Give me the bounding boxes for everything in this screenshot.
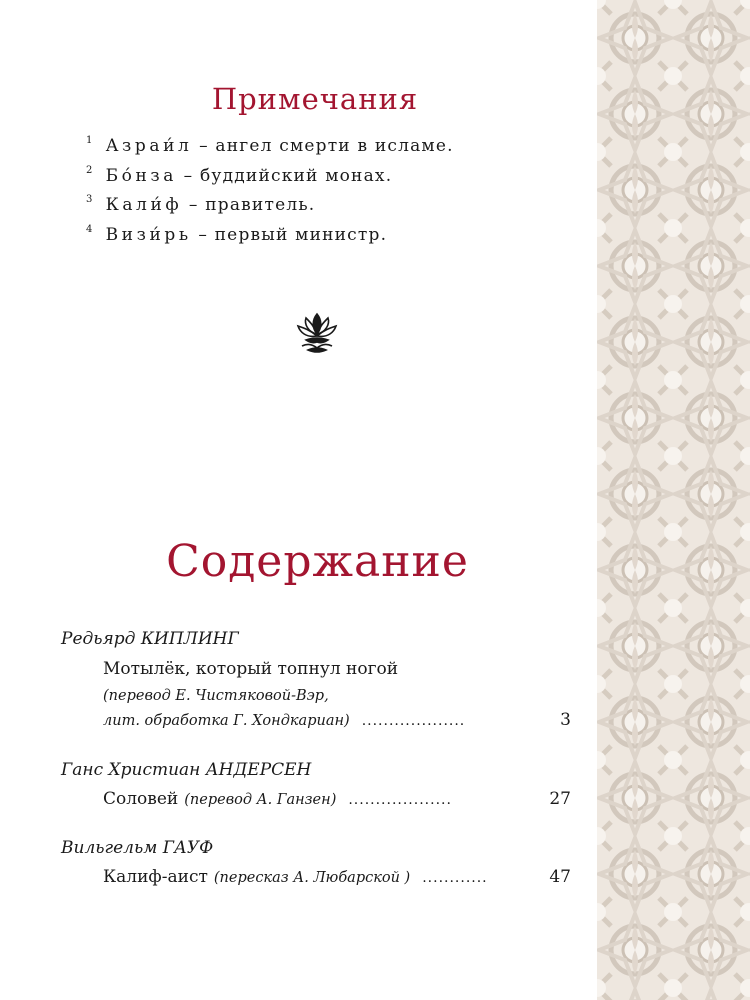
toc-story-title: Калиф-аист <box>103 867 208 887</box>
toc-leader-dots: ............ <box>422 870 488 886</box>
note-definition: – правитель. <box>188 195 316 215</box>
note-number: 3 <box>86 194 94 205</box>
lotus-flower-icon <box>294 310 340 356</box>
toc-credit: (перевод Е. Чистяковой-Вэр, <box>103 688 329 704</box>
toc-story-title[interactable]: Мотылёк, который топнул ногой <box>103 659 399 679</box>
note-item <box>86 194 454 224</box>
toc-author: Вильгельм ГАУФ <box>61 838 214 858</box>
toc-leader-dots: ................... <box>361 713 466 729</box>
notes-heading: Примечания <box>211 82 419 116</box>
arabesque-ornament-panel <box>597 0 750 1000</box>
toc-page-number: 27 <box>549 789 571 809</box>
note-term: Бо́нза <box>105 165 178 186</box>
toc-author: Ганс Христиан АНДЕРСЕН <box>61 760 312 780</box>
note-term: Кали́ф <box>105 195 183 215</box>
note-definition: – ангел смерти в исламе. <box>199 136 454 156</box>
toc-entry-row[interactable] <box>103 710 571 730</box>
notes-list <box>86 135 454 253</box>
note-item <box>86 135 454 165</box>
toc-story-title: Соловей <box>103 789 179 809</box>
arabesque-pattern <box>597 0 750 1000</box>
note-definition: – буддийский монах. <box>183 165 393 186</box>
toc-author: Редьярд КИПЛИНГ <box>61 629 239 649</box>
note-term: Азраи́л <box>105 136 193 156</box>
note-number: 2 <box>86 164 94 176</box>
note-number: 1 <box>86 135 94 146</box>
toc-credit: (пересказ А. Любарской ) <box>213 870 411 886</box>
note-item <box>86 165 454 195</box>
toc-page-number: 47 <box>549 867 571 887</box>
toc-entry-row[interactable] <box>103 789 571 809</box>
note-definition: – первый министр. <box>198 224 388 245</box>
toc-heading: Содержание <box>166 536 469 587</box>
note-item <box>86 224 454 254</box>
note-term: Визи́рь <box>105 224 192 245</box>
toc-page-number: 3 <box>560 710 571 730</box>
toc-leader-dots: ................... <box>348 792 452 808</box>
toc-credit: (перевод А. Ганзен) <box>184 792 337 808</box>
toc-credit: лит. обработка Г. Хондкариан) <box>103 713 350 729</box>
note-number: 4 <box>86 223 94 235</box>
toc-entry-row[interactable] <box>103 867 571 887</box>
